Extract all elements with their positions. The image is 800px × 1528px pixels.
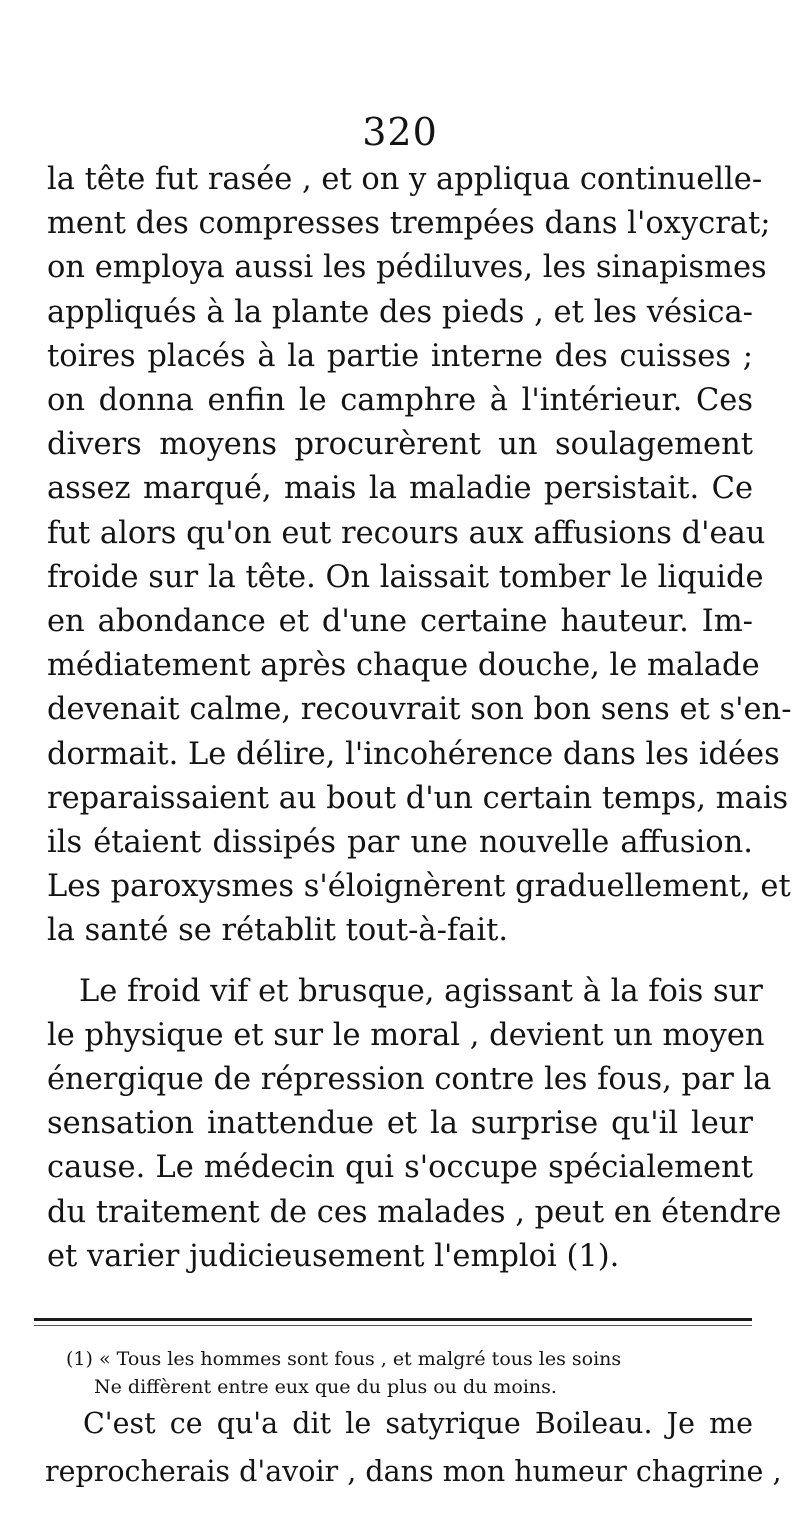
paragraph-1: [47, 158, 792, 954]
text-line: médiatement après chaque douche, le malade: [47, 648, 760, 684]
paragraph-2: [47, 970, 782, 1279]
text-line: ment des compresses trempées dans l'oxycrat;: [47, 206, 771, 242]
text-line: la tête fut rasée , et on y appliqua continuelle-: [47, 162, 763, 197]
text-line: appliqués à la plante des pieds , et les vésica-: [47, 294, 753, 330]
text-line: la santé se rétablit tout-à-fait.: [47, 913, 509, 949]
text-line: énergique de répression contre les fous, par la: [47, 1062, 772, 1098]
text-line: en abondance et d'une certaine hauteur. Im-: [47, 604, 753, 640]
footnote-line: (1) « Tous les hommes sont fous , et malgré tous les soins: [66, 1348, 622, 1370]
text-line: et varier judicieusement l'emploi (1).: [47, 1238, 620, 1274]
footnote-line: Ne diffèrent entre eux que du plus ou du moins.: [94, 1376, 557, 1398]
text-line: on donna enfin le camphre à l'intérieur. Ces: [47, 383, 753, 419]
text-line: devenait calme, recouvrait son bon sens et s'en-: [47, 692, 792, 728]
footnote-continuation: [45, 1400, 782, 1496]
text-line: C'est ce qu'a dit le satyrique Boileau. Je me: [83, 1407, 753, 1440]
text-line: fut alors qu'on eut recours aux affusions d'eau: [47, 515, 766, 551]
main-text: [47, 158, 792, 1279]
text-line: froide sur la tête. On laissait tomber le liquide: [47, 559, 764, 595]
text-line: cause. Le médecin qui s'occupe spécialement: [47, 1150, 753, 1186]
footnote-divider: [34, 1318, 752, 1321]
text-line: ils étaient dissipés par une nouvelle affusion.: [47, 825, 753, 861]
text-line: dormait. Le délire, l'incohérence dans les idées: [47, 736, 780, 772]
footnote-divider-thin: [34, 1325, 752, 1326]
text-line: le physique et sur le moral , devient un moyen: [47, 1017, 765, 1053]
text-line: reparaissaient au bout d'un certain temps, mais: [47, 780, 789, 816]
text-line: du traitement de ces malades , peut en étendre: [47, 1194, 782, 1230]
text-line: toires placés à la partie interne des cuisses ;: [47, 338, 753, 374]
text-line: assez marqué, mais la maladie persistait. Ce: [47, 471, 753, 507]
text-line: divers moyens procurèrent un soulagement: [47, 427, 753, 463]
text-line: reprocherais d'avoir , dans mon humeur chagrine ,: [45, 1455, 782, 1488]
footnote: [66, 1345, 756, 1401]
page-number: 320: [362, 110, 438, 154]
text-line: Le froid vif et brusque, agissant à la fois sur: [79, 973, 763, 1009]
text-line: on employa aussi les pédiluves, les sinapismes: [47, 250, 767, 286]
text-line: sensation inattendue et la surprise qu'il leur: [47, 1106, 753, 1142]
text-line: Les paroxysmes s'éloignèrent graduellement, et: [47, 869, 791, 905]
